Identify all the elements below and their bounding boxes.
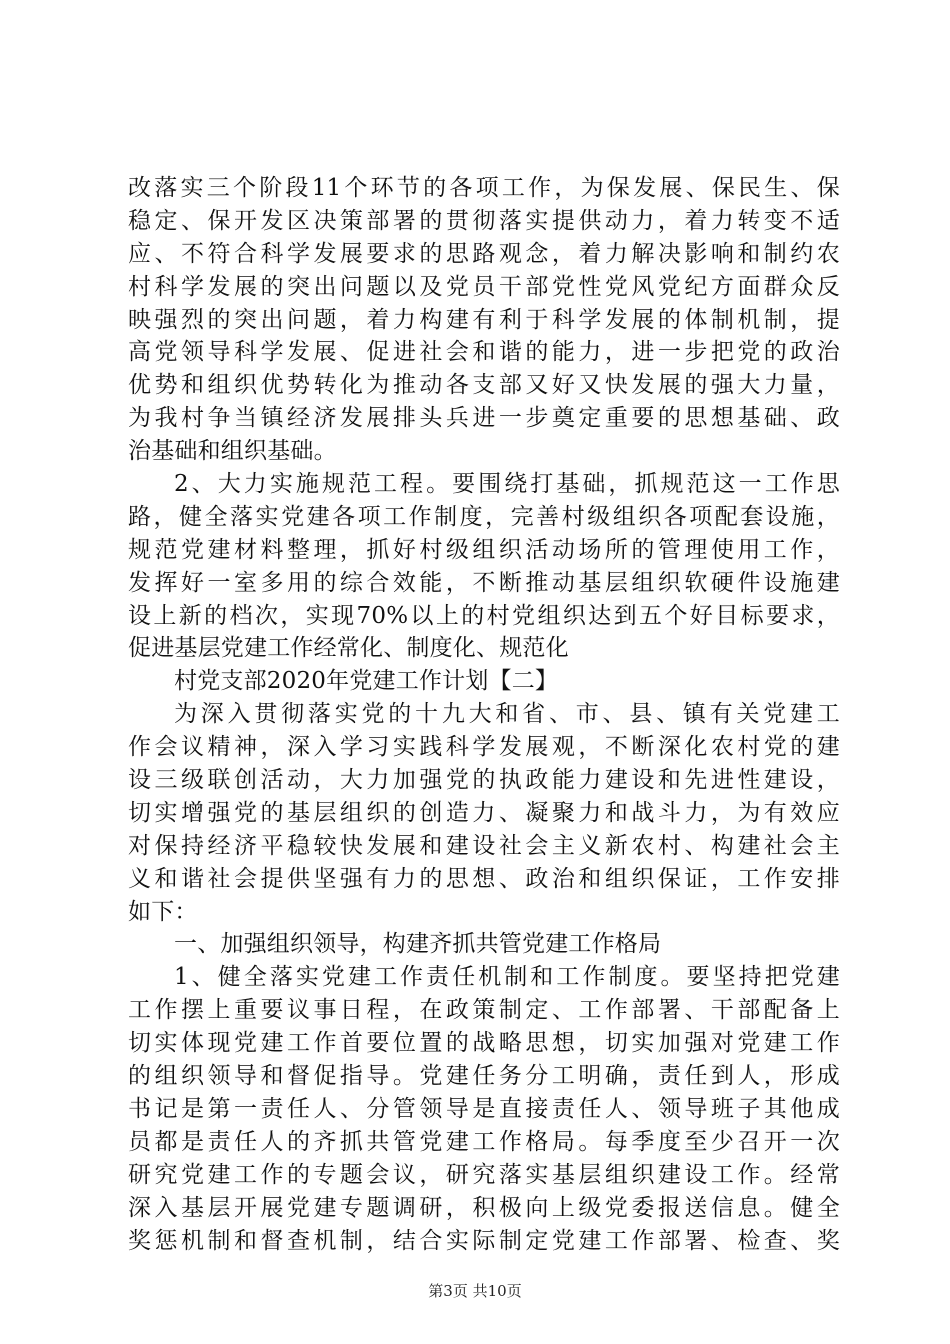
text-line: 书记是第一责任人、分管领导是直接责任人、领导班子其他成 <box>128 1095 840 1122</box>
text-line: 义和谐社会提供坚强有力的思想、政治和组织保证，工作安排 <box>128 865 840 892</box>
text-line: 设上新的档次，实现70%以上的村党组织达到五个好目标要求， <box>128 602 840 629</box>
text-line: 的组织领导和督促指导。党建任务分工明确，责任到人，形成 <box>128 1063 840 1090</box>
text-line: 优势和组织优势转化为推动各支部又好又快发展的强大力量， <box>128 372 840 399</box>
text-line: 奖惩机制和督查机制，结合实际制定党建工作部署、检查、奖 <box>128 1227 840 1254</box>
text-line: 路，健全落实党建各项工作制度，完善村级组织各项配套设施， <box>128 503 840 530</box>
paragraph-first-line: 为深入贯彻落实党的十九大和省、市、县、镇有关党建工 <box>174 701 840 728</box>
text-line: 应、不符合科学发展要求的思路观念，着力解决影响和制约农 <box>128 240 840 267</box>
subsection-heading: 一、加强组织领导，构建齐抓共管党建工作格局 <box>174 931 662 958</box>
text-line: 改落实三个阶段11个环节的各项工作，为保发展、保民生、保 <box>128 175 840 201</box>
paragraph-first-line: 1、健全落实党建工作责任机制和工作制度。要坚持把党建 <box>174 964 840 991</box>
text-line: 作会议精神，深入学习实践科学发展观，不断深化农村党的建 <box>128 734 840 761</box>
text-line: 工作摆上重要议事日程，在政策制定、工作部署、干部配备上 <box>128 997 840 1024</box>
text-line: 设三级联创活动，大力加强党的执政能力建设和先进性建设， <box>128 767 840 794</box>
text-line: 高党领导科学发展、促进社会和谐的能力，进一步把党的政治 <box>128 339 840 366</box>
text-line: 规范党建材料整理，抓好村级组织活动场所的管理使用工作， <box>128 536 840 563</box>
text-line: 切实增强党的基层组织的创造力、凝聚力和战斗力，为有效应 <box>128 799 840 826</box>
text-line: 切实体现党建工作首要位置的战略思想，切实加强对党建工作 <box>128 1030 840 1057</box>
text-line: 为我村争当镇经济发展排头兵进一步奠定重要的思想基础、政 <box>128 405 840 432</box>
text-line: 如下： <box>128 898 198 925</box>
text-line: 治基础和组织基础。 <box>128 438 337 465</box>
text-line: 映强烈的突出问题，着力构建有利于科学发展的体制机制，提 <box>128 306 840 333</box>
text-line: 员都是责任人的齐抓共管党建工作格局。每季度至少召开一次 <box>128 1128 840 1155</box>
text-line: 促进基层党建工作经常化、制度化、规范化 <box>128 635 569 662</box>
page-number: 第3页 共10页 <box>428 1282 522 1300</box>
text-line: 发挥好一室多用的综合效能，不断推动基层组织软硬件设施建 <box>128 569 840 596</box>
text-line: 研究党建工作的专题会议，研究落实基层组织建设工作。经常 <box>128 1161 840 1188</box>
paragraph-first-line: 2、大力实施规范工程。要围绕打基础，抓规范这一工作思 <box>174 471 840 498</box>
text-line: 深入基层开展党建专题调研，积极向上级党委报送信息。健全 <box>128 1194 840 1221</box>
document-body <box>128 172 840 1257</box>
text-line: 稳定、保开发区决策部署的贯彻落实提供动力，着力转变不适 <box>128 207 840 234</box>
text-line: 村科学发展的突出问题以及党员干部党性党风党纪方面群众反 <box>128 273 840 300</box>
text-line: 对保持经济平稳较快发展和建设社会主义新农村、构建社会主 <box>128 832 840 859</box>
section-heading: 村党支部2020年党建工作计划【二】 <box>174 668 559 695</box>
